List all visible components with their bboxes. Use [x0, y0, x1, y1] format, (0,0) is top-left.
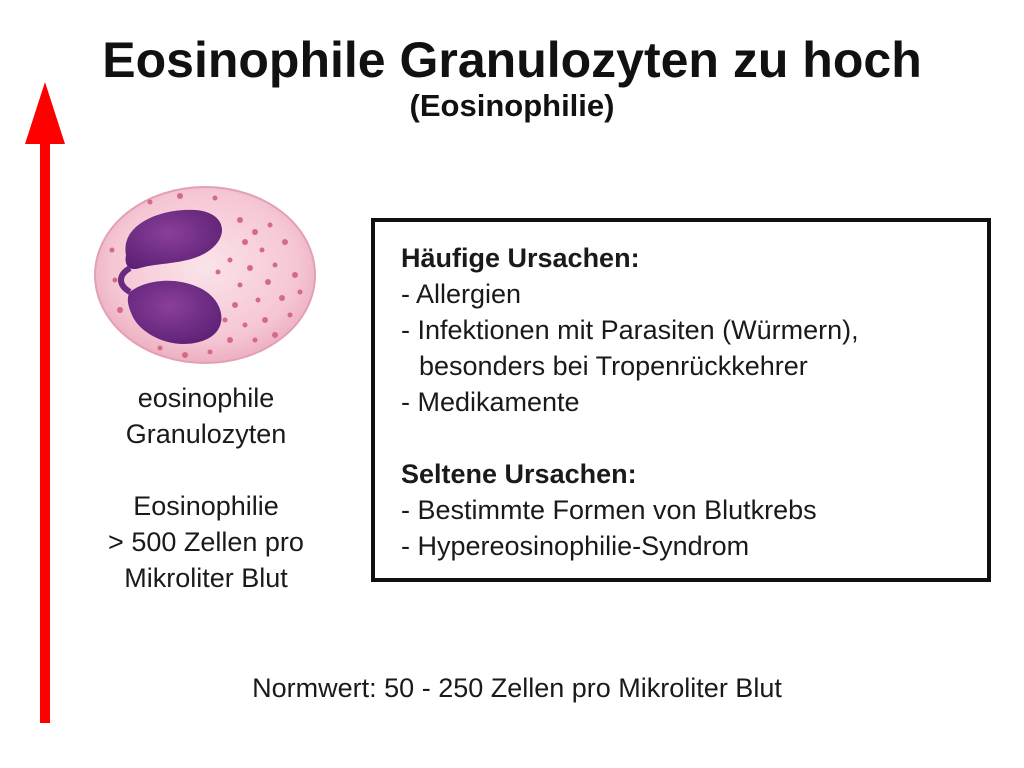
- page-subtitle: (Eosinophilie): [409, 88, 615, 123]
- arrow-up-icon: [20, 78, 70, 728]
- cell-label: [80, 380, 332, 452]
- cause-item: - Hypereosinophilie-Syndrom: [401, 531, 750, 561]
- causes-list: [401, 240, 981, 564]
- eosinophilia-threshold: [80, 488, 332, 596]
- cause-item: - Allergien: [401, 279, 522, 309]
- cell-label-line: Granulozyten: [125, 419, 287, 449]
- normal-range-text: Normwert: 50 - 250 Zellen pro Mikroliter Blut: [252, 673, 782, 703]
- cause-item-continuation: besonders bei Tropenrückkehrer: [419, 351, 808, 381]
- causes-box: [371, 218, 991, 582]
- cause-item: - Bestimmte Formen von Blutkrebs: [401, 495, 817, 525]
- common-causes-heading: Häufige Ursachen:: [401, 243, 640, 273]
- cause-item: - Medikamente: [401, 387, 580, 417]
- cell-label-line: eosinophile: [137, 383, 275, 413]
- section-gap: [401, 420, 981, 456]
- page-title: Eosinophile Granulozyten zu hoch: [102, 32, 922, 88]
- threshold-line: Eosinophilie: [133, 491, 279, 521]
- rare-causes-heading: Seltene Ursachen:: [401, 459, 637, 489]
- cause-item: - Infektionen mit Parasiten (Würmern),: [401, 315, 859, 345]
- eosinophil-cell-icon: [90, 180, 320, 370]
- threshold-line: > 500 Zellen pro: [108, 527, 304, 557]
- threshold-line: Mikroliter Blut: [124, 563, 288, 593]
